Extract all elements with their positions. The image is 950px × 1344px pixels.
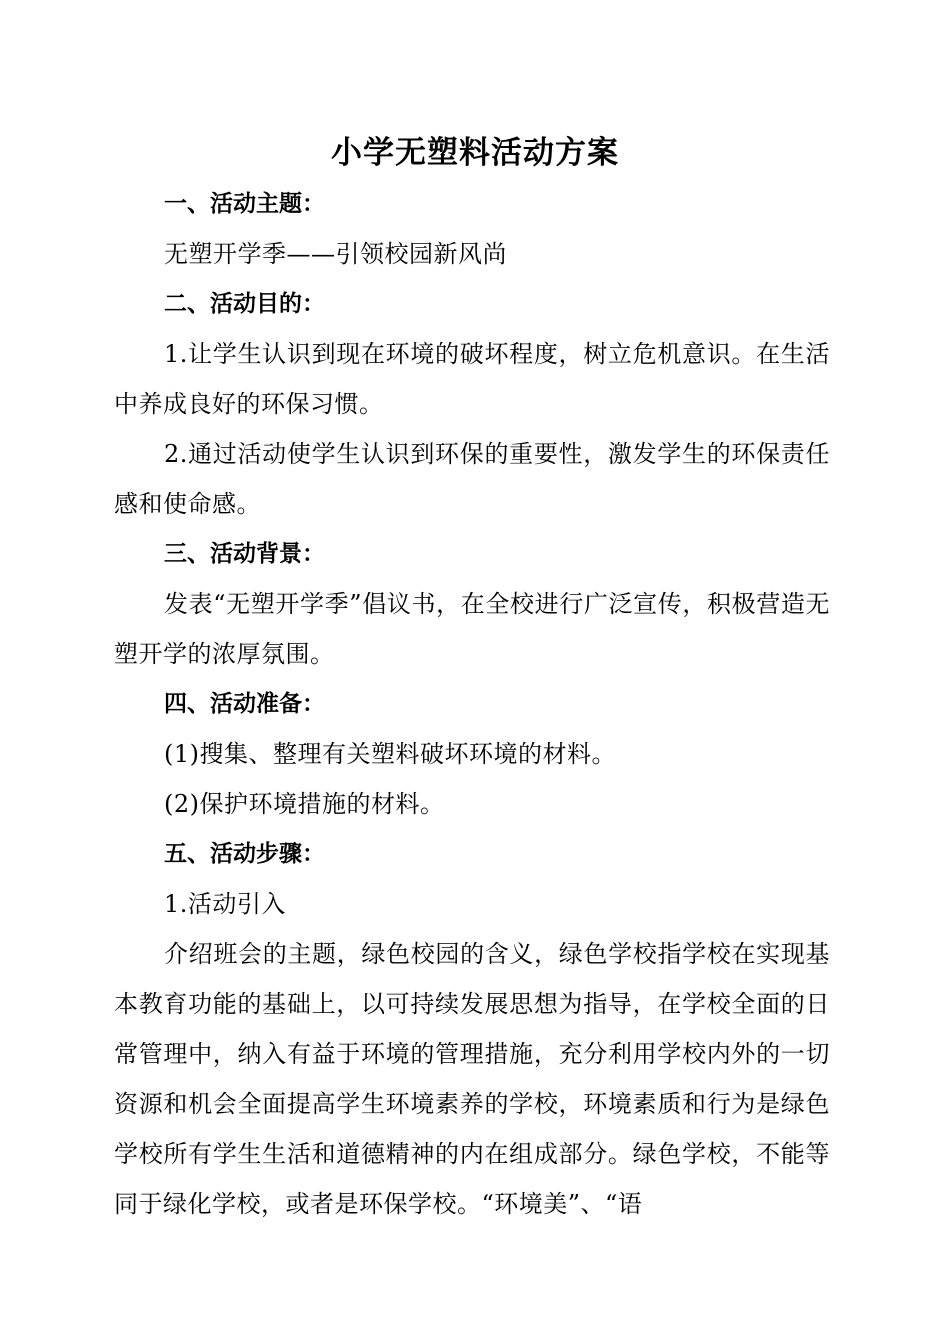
section-heading-purpose: 二、活动目的： <box>164 291 325 317</box>
document-title: 小学无塑料活动方案 <box>331 135 619 171</box>
section-paragraph: 1.活动引入 <box>164 890 286 918</box>
section-heading-theme: 一、活动主题： <box>164 191 325 217</box>
section-heading-preparation: 四、活动准备： <box>164 691 325 717</box>
section-heading-steps: 五、活动步骤： <box>164 841 325 867</box>
document-body <box>114 179 830 1229</box>
section-paragraph: 介绍班会的主题，绿色校园的含义，绿色学校指学校在实现基本教育功能的基础上，以可持续发展思想为指导，在学校全面的日常管理中，纳入有益于环境的管理措施，充分利用学校内外的一切资源和机会全面提高学生环境素养的学校，环境素质和行为是绿色学校所有学生生活和道德精神的内在组成部分。绿色学校，不能等同于绿化学校，或者是环保学校。“环境美”、“语 <box>114 940 830 1218</box>
section-paragraph: 无塑开学季——引领校园新风尚 <box>164 240 507 268</box>
section-paragraph: 发表“无塑开学季”倡议书，在全校进行广泛宣传，积极营造无塑开学的浓厚氛围。 <box>114 590 830 668</box>
section-paragraph: (1)搜集、整理有关塑料破坏环境的材料。 <box>164 740 616 768</box>
section-paragraph: 2.通过活动使学生认识到环保的重要性，激发学生的环保责任感和使命感。 <box>114 440 830 518</box>
section-paragraph: (2)保护环境措施的材料。 <box>164 790 445 818</box>
section-paragraph: 1.让学生认识到现在环境的破坏程度，树立危机意识。在生活中养成良好的环保习惯。 <box>114 340 830 418</box>
section-heading-background: 三、活动背景： <box>164 541 325 567</box>
